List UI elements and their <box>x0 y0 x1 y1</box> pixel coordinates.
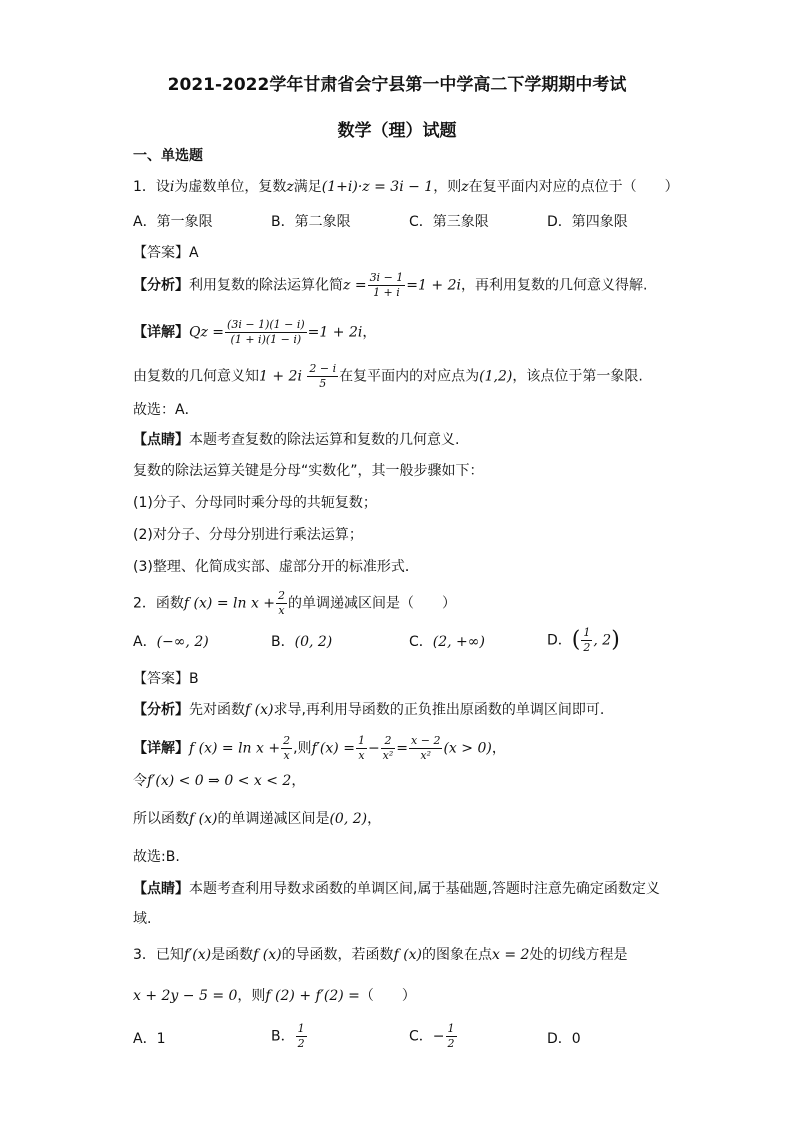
q2-option-b: B．(0, 2) <box>271 634 333 650</box>
q2-option-a: A．(−∞, 2) <box>133 634 209 650</box>
q1-note-4: (3)整理、化简成实部、虚部分开的标准形式． <box>133 559 419 575</box>
q3-option-c: C．− $\frac{1}{2}$ <box>409 1022 455 1050</box>
q1-note-1: 复数的除法运算关键是分母“实数化”，其一般步骤如下： <box>133 463 484 479</box>
section-heading: 一、单选题 <box>133 148 203 164</box>
q1-analysis: 【分析】利用复数的除法运算化简z = $\frac{3i - 1}{1 + i}$ =1 + 2i，再利用复数的几何意义得解. <box>133 271 648 299</box>
q2-answer: 【答案】B <box>133 671 199 687</box>
q1-note-3: (2)对分子、分母分别进行乘法运算； <box>133 527 363 543</box>
q1-detail-2: 由复数的几何意义知1 + 2i $\frac{2 - i}{5}$ 在复平面内的对应点为(1,2)，该点位于第一象限. <box>133 362 643 390</box>
q2-comment-2: 域. <box>133 911 152 927</box>
q2-analysis: 【分析】先对函数f (x)求导,再利用导函数的正负推出原函数的单调区间即可. <box>133 702 605 718</box>
q2-let: 令f′(x) < 0 ⇒ 0 < x < 2， <box>133 773 306 789</box>
q1-stem: 1．设i为虚数单位，复数z满足(1+i)·z = 3i − 1，则z在复平面内对应的点位于（ ） <box>133 179 679 195</box>
q1-note-2: (1)分子、分母同时乘分母的共轭复数； <box>133 495 377 511</box>
q3-stem-2: x + 2y − 5 = 0，则f (2) + f′(2) =（ ） <box>133 988 416 1004</box>
q2-option-c: C．(2, +∞) <box>409 634 485 650</box>
q1-choose: 故选：A． <box>133 402 199 418</box>
q2-detail: 【详解】f (x) = ln x + $\frac{2}{x}$ ,则f′(x) = $\frac{1}{x}$ − $\frac{2}{\text{x²}}$ = $\frac{x - 2}{\text{x²}}$ (x > 0)， <box>133 734 506 762</box>
q1-option-d: D．第四象限 <box>547 214 628 230</box>
q3-option-d: D．0 <box>547 1031 581 1047</box>
q2-option-d: D．( $\frac{1}{2}$ , 2) <box>547 626 620 654</box>
q1-detail: 【详解】Qz = $\frac{(3i - 1)(1 - i)}{(1 + i)(1 - i)}$ =1 + 2i， <box>133 318 377 346</box>
exam-title-line1: 2021-2022学年甘肃省会宁县第一中学高二下学期期中考试 <box>167 75 627 95</box>
q1-option-a: A．第一象限 <box>133 214 213 230</box>
q1-answer: 【答案】A <box>133 245 199 261</box>
q3-option-a: A．1 <box>133 1031 166 1047</box>
q3-option-b: B． $\frac{1}{2}$ <box>271 1022 305 1050</box>
q2-choose: 故选:B. <box>133 849 180 865</box>
q2-so: 所以函数f (x)的单调递减区间是(0, 2)， <box>133 811 382 827</box>
q2-comment: 【点睛】本题考查利用导数求函数的单调区间,属于基础题,答题时注意先确定函数定义 <box>133 881 660 897</box>
q1-comment: 【点睛】本题考查复数的除法运算和复数的几何意义. <box>133 432 460 448</box>
q1-option-c: C．第三象限 <box>409 214 489 230</box>
exam-title-line2: 数学（理）试题 <box>337 121 457 141</box>
q3-stem: 3．已知f′(x)是函数f (x)的导函数，若函数f (x)的图象在点x = 2处的切线方程是 <box>133 947 628 963</box>
q2-stem: 2．函数f (x) = ln x + $\frac{2}{x}$ 的单调递减区间是（ ） <box>133 589 457 617</box>
q1-option-b: B．第二象限 <box>271 214 351 230</box>
